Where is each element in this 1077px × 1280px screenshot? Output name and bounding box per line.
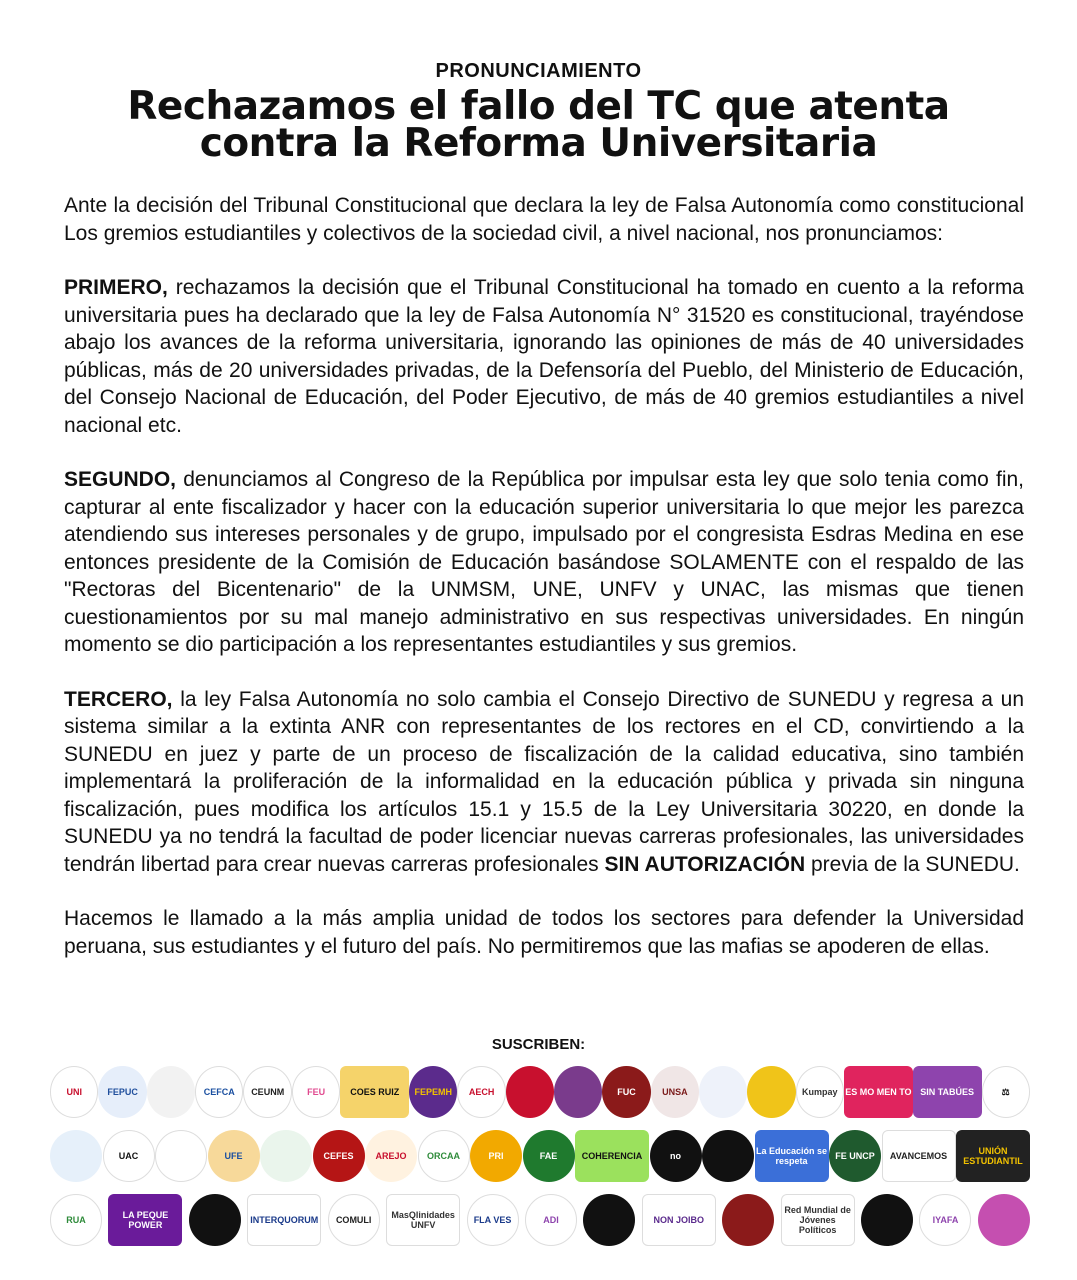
signatory-logo: IYAFA <box>919 1194 971 1246</box>
first-text: rechazamos la decisión que el Tribunal Constitucional ha tomado en cuento a la reforma universitaria pues ha declarado que la ley de Falsa Autonomía N° 31520 es constitucional, trayéndose abajo los avances de la reforma universitaria, ignorando las opiniones de más de 40 universidades públicas, más de 20 universidades privadas, de la Defensoría del Pueblo, del Ministerio de Educación, del Consejo Nacional de Educación, del Poder Ejecutivo, de más de 40 gremios estudiantiles a nivel nacional etc. <box>64 276 1024 437</box>
first-point <box>64 274 1024 439</box>
signatory-logo <box>50 1130 102 1182</box>
page-title <box>40 84 1037 166</box>
second-point <box>64 466 1024 659</box>
signatory-logo: no <box>650 1130 702 1182</box>
signatory-logo: NON JOIBO <box>642 1194 716 1246</box>
signatory-logo: AECH <box>457 1066 505 1118</box>
signatory-logo: COHERENCIA <box>575 1130 649 1182</box>
signatory-logo <box>583 1194 635 1246</box>
signatory-logo: COMULI <box>328 1194 380 1246</box>
signatory-logo: ES MO MEN TO <box>844 1066 913 1118</box>
signatory-logo: CEFES <box>313 1130 365 1182</box>
signatory-logo: FUC <box>602 1066 650 1118</box>
second-label: SEGUNDO, <box>64 468 177 491</box>
signatory-logo <box>506 1066 554 1118</box>
title-line-1: Rechazamos el fallo del TC que atenta <box>127 84 950 129</box>
signatory-logo <box>861 1194 913 1246</box>
third-point <box>64 686 1024 879</box>
signatory-logo: UAC <box>103 1130 155 1182</box>
third-end: previa de la SUNEDU. <box>805 852 1020 876</box>
signatory-logo <box>702 1130 754 1182</box>
first-label: PRIMERO, <box>64 276 168 299</box>
signatory-logo: RUA <box>50 1194 102 1246</box>
signatory-logo: FEPUC <box>98 1066 146 1118</box>
intro-paragraph: Ante la decisión del Tribunal Constitucional que declara la ley de Falsa Autonomía como constitucional Los gremios estudiantiles y colectivos de la sociedad civil, a nivel nacional, nos pronunciamos: <box>64 194 1024 245</box>
signatory-logo: INTERQUORUM <box>247 1194 321 1246</box>
third-text: la ley Falsa Autonomía no solo cambia el Consejo Directivo de SUNEDU y regresa a un sistema similar a la extinta ANR con representantes de los rectores en el CD, convirtiendo a la SUNEDU en juez y parte de un proceso de fiscalización de la calidad educativa, sino también implementará la proliferación de la informalidad en la educación pública y privada sin ninguna fiscalización, pues modifica los artículos 15.1 y 15.5 de la Ley Universitaria 30220, en donde la SUNEDU ya no tendrá la facultad de poder licenciar nuevas carreras profesionales, las universidades tendrán libertad para crear nuevas carreras profesionales <box>64 687 1024 876</box>
signatory-logo: ⚖ <box>982 1066 1030 1118</box>
signatory-logo: La Educación se respeta <box>755 1130 829 1182</box>
signatory-logo: COES RUIZ <box>340 1066 409 1118</box>
signatory-logo: LA PEQUE POWER <box>108 1194 182 1246</box>
signatory-logo <box>747 1066 795 1118</box>
logo-row-3 <box>50 1194 1030 1246</box>
signatory-logo: CEFCA <box>195 1066 243 1118</box>
signatory-logo <box>722 1194 774 1246</box>
signatory-logo <box>699 1066 747 1118</box>
signatory-logo: UNIÓN ESTUDIANTIL <box>956 1130 1030 1182</box>
title-line-2: contra la Reforma Universitaria <box>199 121 878 166</box>
signatory-logo <box>155 1130 207 1182</box>
signatory-logo <box>978 1194 1030 1246</box>
signatory-logo: UNSA <box>651 1066 699 1118</box>
signatory-logo: UFE <box>208 1130 260 1182</box>
signatory-logo: MasQlinidades UNFV <box>386 1194 460 1246</box>
signatory-logo: ADI <box>525 1194 577 1246</box>
signatory-logo <box>554 1066 602 1118</box>
signatory-logo: Kumpay <box>796 1066 844 1118</box>
signatory-logo: UNI <box>50 1066 98 1118</box>
signatory-logo <box>260 1130 312 1182</box>
signatory-logo: FLA VES <box>467 1194 519 1246</box>
statement-body <box>64 192 1024 987</box>
signatory-logo: ORCAA <box>418 1130 470 1182</box>
signatory-logo <box>147 1066 195 1118</box>
third-label: TERCERO, <box>64 687 173 711</box>
signatory-logo: FEPEMH <box>409 1066 457 1118</box>
logo-row-2 <box>50 1130 1030 1182</box>
second-text: denunciamos al Congreso de la República por impulsar esta ley que solo tenia como fin, capturar al ente fiscalizador y hacer con la educación superior universitaria lo que mejor les parezca atendiendo sus intereses personales y de grupo, impulsado por el congresista Esdras Medina en ese entonces presidente de la Comisión de Educación basándose SOLAMENTE con el respaldo de las "Rectoras del Bicentenario" de la UNMSM, UNE, UNFV y UNAC, las mismas que tienen cuestionamientos por su mal manejo administrativo en sus respectivas universidades. En ningún momento se dio participación a los representantes estudiantiles y sus gremios. <box>64 468 1024 656</box>
signatory-logo: SIN TABÚES <box>913 1066 982 1118</box>
signatory-logo: FE UNCP <box>829 1130 881 1182</box>
logo-row-1 <box>50 1066 1030 1118</box>
signatory-logo: AREJO <box>365 1130 417 1182</box>
signatory-logo: FEU <box>292 1066 340 1118</box>
signatory-logo <box>189 1194 241 1246</box>
closing-paragraph: Hacemos le llamado a la más amplia unidad de todos los sectores para defender la Universidad peruana, sus estudiantes y el futuro del país. No permitiremos que las mafias se apoderen de ellas. <box>64 907 1024 958</box>
kicker: PRONUNCIAMIENTO <box>435 60 642 82</box>
signatories-label: SUSCRIBEN: <box>491 1036 586 1053</box>
signatory-logo: CEUNM <box>243 1066 291 1118</box>
signatory-logo: FAE <box>523 1130 575 1182</box>
third-emphasis: SIN AUTORIZACIÓN <box>604 852 806 876</box>
signatory-logo: Red Mundial de Jóvenes Políticos <box>781 1194 855 1246</box>
signatory-logo: PRI <box>470 1130 522 1182</box>
signatory-logo: AVANCEMOS <box>882 1130 956 1182</box>
